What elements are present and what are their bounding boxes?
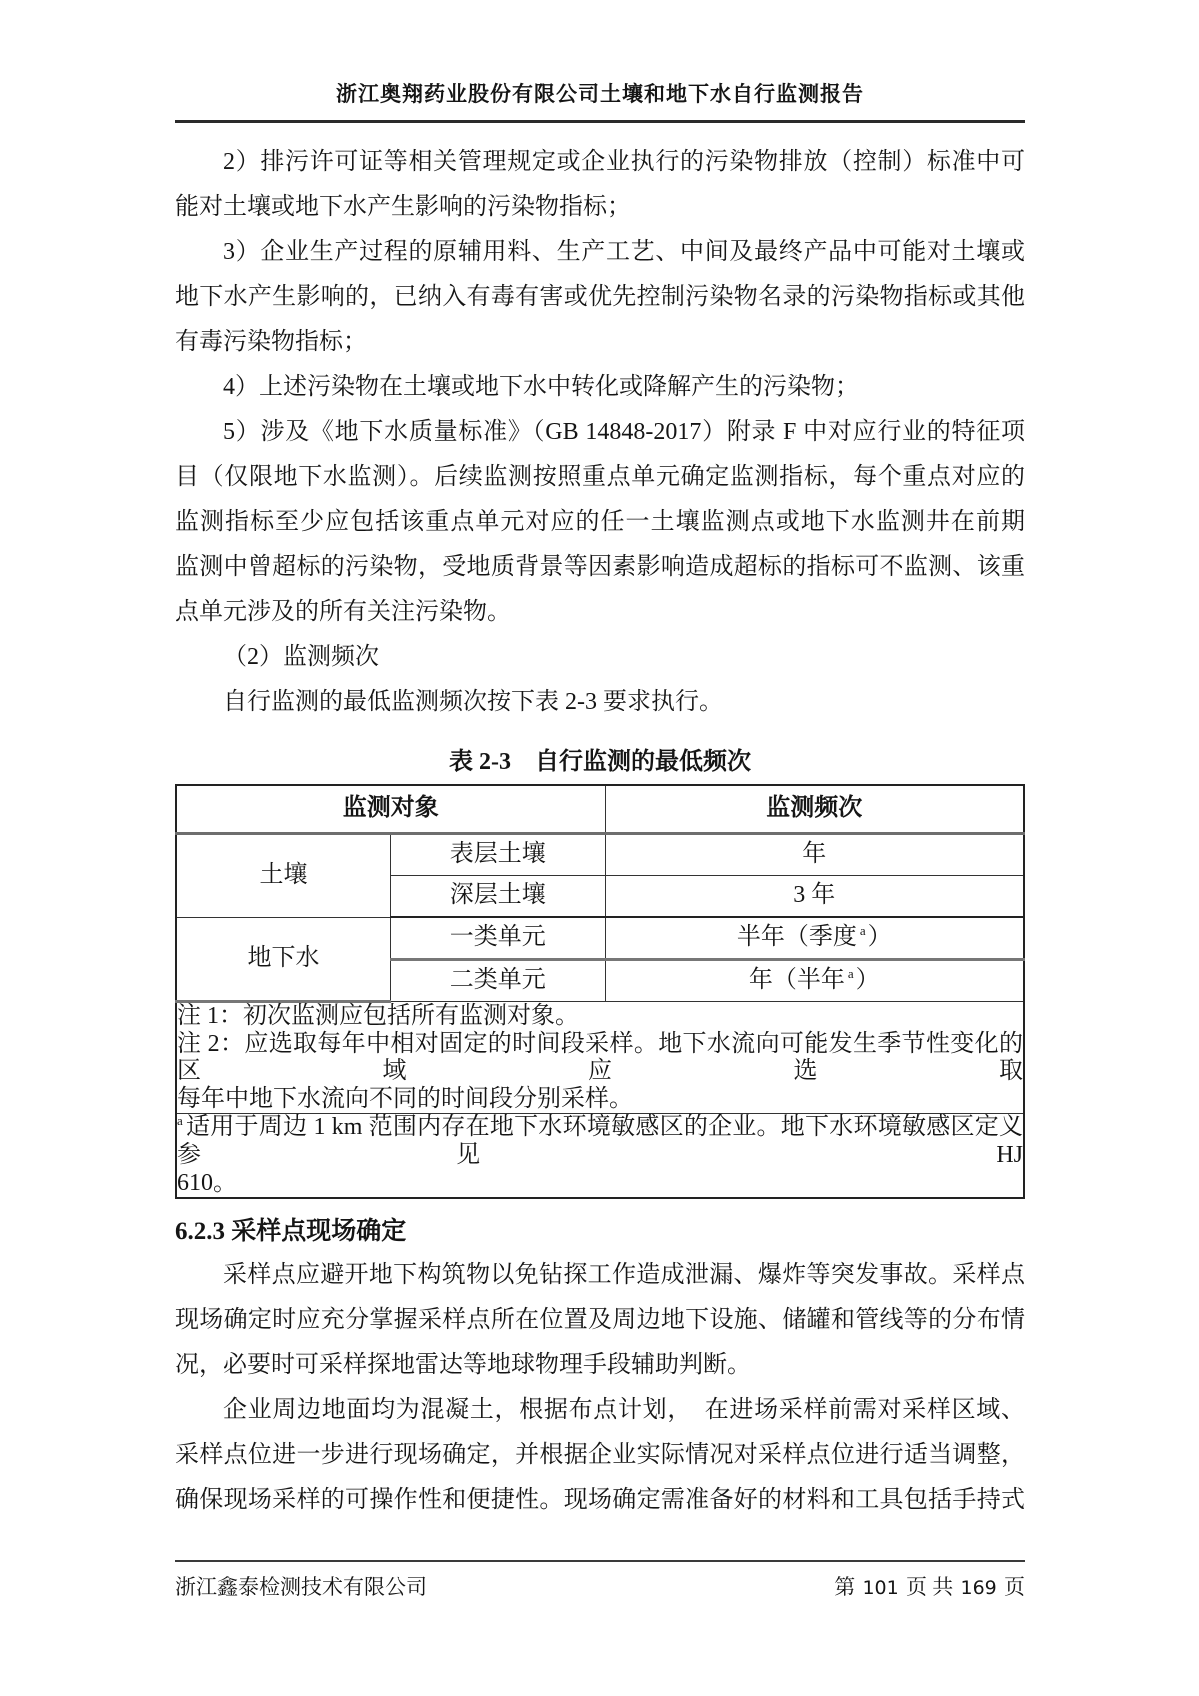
paragraph-line: 有毒污染物指标； [175,329,367,355]
cell-deep-freq: 3 年 [605,876,1024,918]
paragraph-line: 自行监测的最低监测频次按下表 2-3 要求执行。 [223,689,723,715]
page-footer [175,1560,1025,1601]
page-header [175,78,1025,123]
cell-unit2-freq-text: 年（半年 [748,967,845,994]
table-note-1: 注 1：初次监测应包括所有监测对象。 [177,1003,579,1029]
paragraph-line: 地下水产生影响的，已纳入有毒有害或优先控制污染物名录的污染物指标或其他 [175,284,1025,310]
table-note-2: 注 2：应选取每年中相对固定的时间段采样。地下水流向可能发生季节性变化的区域应选取 [177,1030,1023,1085]
table-notes-cell [176,1002,1024,1114]
paragraph-line: 3）企业生产过程的原辅用料、生产工艺、中间及最终产品中可能对土壤或 [223,239,1025,265]
section-heading-6-2-3: 6.2.3 采样点现场确定 [175,1218,407,1246]
page-content [175,140,1025,1523]
cell-unit2-freq [605,960,1024,1002]
cell-soil: 土壤 [176,834,391,918]
footer-company-name: 浙江鑫泰检测技术有限公司 [175,1575,427,1599]
table-title: 表 2-3 自行监测的最低频次 [449,749,751,775]
header-cell-object: 监测对象 [176,785,605,834]
cell-unit1: 一类单元 [391,917,606,960]
paragraph-item-5 [175,410,1025,635]
paragraph-line: 监测指标至少应包括该重点单元对应的任一土壤监测点或地下水监测井在前期 [175,509,1025,535]
table-footnote-row [176,1114,1024,1198]
cell-unit1-freq-close: ） [867,924,892,951]
paragraph-sampling-point [175,1253,1025,1388]
table-notes-row [176,1002,1024,1114]
table-footnote [177,1114,1023,1169]
footer-page-suffix: 页 [1004,1575,1025,1599]
paragraph-line: 况，必要时可采样探地雷达等地球物理手段辅助判断。 [175,1352,751,1379]
footer-current-page: 101 [862,1577,899,1599]
page-header-title: 浙江奥翔药业股份有限公司土壤和地下水自行监测报告 [336,82,864,106]
table-row [176,834,1024,876]
paragraph-line: （2）监测频次 [223,644,379,670]
paragraph-line: 确保现场采样的可操作性和便捷性。现场确定需准备好的材料和工具包括手持式 [175,1487,1025,1514]
paragraph-item-3 [175,230,1025,365]
paragraph-subsection-2 [175,635,1025,680]
paragraph-line: 点单元涉及的所有关注污染物。 [175,599,511,625]
paragraph-line: 采样点应避开地下构筑物以免钻探工作造成泄漏、爆炸等突发事故。采样点 [223,1262,1025,1289]
footnote-marker: a [859,923,866,939]
footnote-marker: a [177,1113,183,1129]
cell-deep-soil: 深层土壤 [391,876,606,918]
table-row [176,917,1024,960]
cell-surface-soil: 表层土壤 [391,834,606,876]
table-header-row [176,785,1024,834]
cell-unit1-freq [605,917,1024,960]
paragraph-item-2 [175,140,1025,230]
cell-unit1-freq-text: 半年（季度 [736,924,857,951]
paragraph-line: 2）排污许可证等相关管理规定或企业执行的污染物排放（控制）标准中可 [223,149,1025,175]
paragraph-line: 现场确定时应充分掌握采样点所在位置及周边地下设施、储罐和管线等的分布情 [175,1307,1025,1334]
paragraph-item-4 [175,365,1025,410]
table-footnote-cont: 610。 [177,1169,237,1196]
cell-groundwater: 地下水 [176,917,391,1002]
paragraph-line: 采样点位进一步进行现场确定，并根据企业实际情况对采样点位进行适当调整， [175,1442,1025,1469]
monitoring-frequency-table [175,784,1025,1199]
paragraph-table-intro [175,680,1025,725]
footer-total-pages: 169 [960,1577,997,1599]
footer-page-prefix: 第 [834,1575,856,1599]
paragraph-line: 4）上述污染物在土壤或地下水中转化或降解产生的污染物； [223,374,859,400]
footnote-marker: a [847,966,854,982]
table-footnote-cell [176,1114,1024,1198]
paragraph-line: 监测中曾超标的污染物，受地质背景等因素影响造成超标的指标可不监测、该重 [175,554,1025,580]
cell-unit2-freq-close: ） [855,967,880,994]
table-note-2-cont: 每年中地下水流向不同的时间段分别采样。 [177,1085,633,1112]
paragraph-line: 企业周边地面均为混凝土，根据布点计划， 在进场采样前需对采样区域、 [223,1397,1025,1424]
footer-page-number [834,1571,1025,1601]
cell-surface-freq: 年 [605,834,1024,876]
paragraph-line: 能对土壤或地下水产生影响的污染物指标； [175,194,631,220]
header-cell-frequency: 监测频次 [605,785,1024,834]
paragraph-site-confirmation [175,1388,1025,1523]
paragraph-line: 目（仅限地下水监测）。后续监测按照重点单元确定监测指标，每个重点对应的 [175,464,1025,490]
footer-page-middle: 页 共 [905,1575,954,1599]
table-footnote-text: 适用于周边 1 km 范围内存在地下水环境敏感区的企业。地下水环境敏感区定义参见 HJ [177,1114,1023,1168]
paragraph-line: 5）涉及《地下水质量标准》（GB 14848-2017）附录 F 中对应行业的特征项 [223,419,1025,445]
cell-unit2: 二类单元 [391,960,606,1002]
